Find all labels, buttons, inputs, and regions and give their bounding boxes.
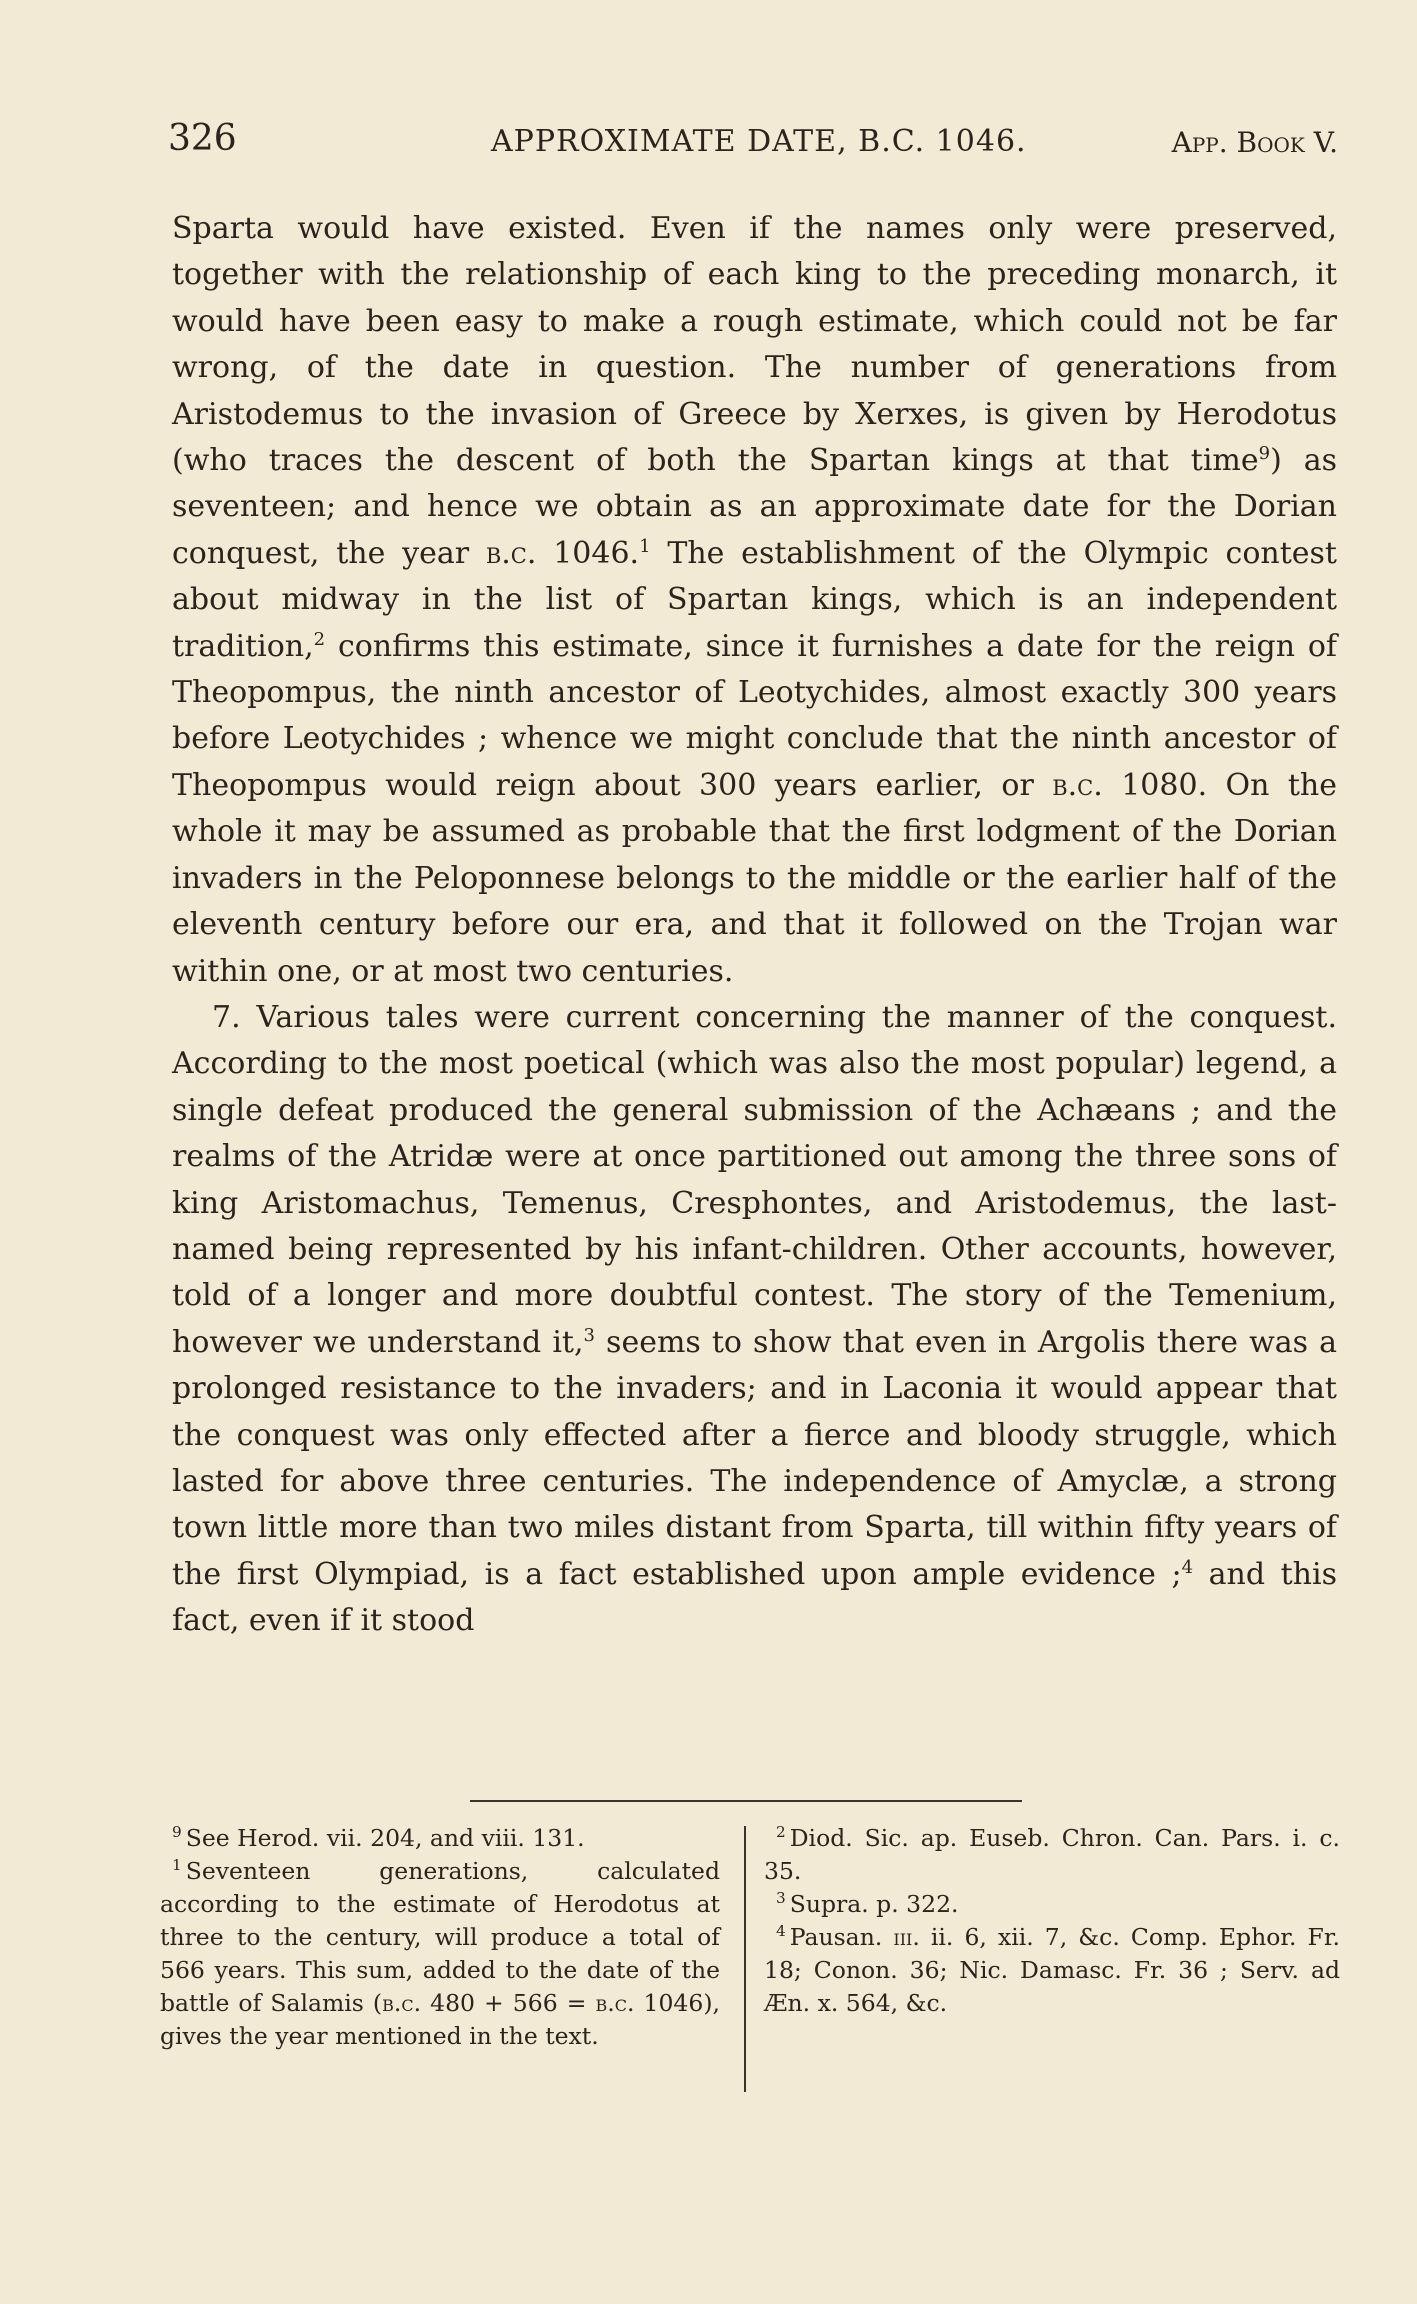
text-run: 1080. On the whole it may be assumed as probable that the first lodgment of the Dorian invaders in the Peloponnese belongs to the middle or the earlier half of the eleventh century before our era, and that it followed on the Trojan war within one, or at most two centuries.	[172, 767, 1337, 989]
footnote-ref-9: 9	[1258, 443, 1271, 465]
page-header	[168, 118, 1338, 168]
footnote-1	[160, 1855, 720, 2053]
footnote-ref-4: 4	[1181, 1556, 1194, 1578]
text-run: Sparta would have existed. Even if the names only were preserved, together with the relationship of each king to the preceding monarch, it would have been easy to make a rough estimate, which could not be far wrong, of the date in question. The number of generations from Aristodemus to the invasion of Greece by Xerxes, is given by Herodotus (who traces the descent of both the Spartan kings at that time	[172, 211, 1337, 479]
paragraph-1	[172, 206, 1337, 995]
footnote-text: 480 + 566 =	[430, 1989, 587, 2017]
footnote-ref-3: 3	[583, 1324, 595, 1346]
footnote-column-divider	[744, 1826, 746, 2092]
footnote-9	[160, 1822, 720, 1855]
footnote-ref-2: 2	[313, 628, 326, 650]
text-run: confirms this estimate, since it furnishes a date for the reign of Theopompus, the ninth ancestor of Leotychides, almost exactly 300 years before Leotychides ; whence we might conclude that the ninth ancestor of Theopompus would reign about 300 years earlier, or	[172, 628, 1337, 803]
text-run: 1046.	[553, 535, 640, 571]
text-run: b.c.	[1052, 767, 1103, 803]
footnote-text: iii.	[893, 1923, 920, 1951]
footnote-number: 3	[776, 1889, 786, 1908]
footnote-text: 1046), gives the year mentioned in the text.	[160, 1989, 720, 2050]
footnote-ref-1: 1	[639, 535, 651, 557]
footnote-text: b.c.	[595, 1989, 635, 2017]
footnote-number: 2	[776, 1823, 786, 1842]
footnote-separator	[470, 1800, 1022, 1802]
paragraph-2	[172, 995, 1337, 1645]
footnote-text: See Herod. vii. 204, and viii. 131.	[185, 1824, 585, 1852]
footnote-number: 4	[776, 1922, 786, 1941]
footnote-2	[764, 1822, 1340, 1888]
book-reference: App. Book V.	[1171, 126, 1338, 159]
footnotes	[160, 1822, 1340, 2092]
footnote-4	[764, 1921, 1340, 2020]
text-run: ) as seventeen; and hence we obtain as an approximate date for the Dorian conquest, the year	[172, 443, 1337, 571]
footnote-number: 9	[172, 1823, 182, 1842]
footnote-text: Pausan.	[789, 1923, 883, 1951]
text-run: seems to show that even in Argolis there was a prolonged resistance to the invaders; and in Laconia it would appear that the conquest was only effected after a fierce and bloody struggle, which lasted for above three centuries. The independence of Amyclæ, a strong town little more than two miles distant from Sparta, till within fifty years of the first Olympiad, is a fact established upon ample evidence ;	[172, 1324, 1337, 1592]
text-run: b.c.	[485, 535, 537, 571]
footnotes-right-column	[764, 1822, 1340, 2020]
footnote-3	[764, 1888, 1340, 1921]
footnote-text: Diod. Sic. ap. Euseb. Chron. Can. Pars. i. c. 35.	[764, 1824, 1340, 1885]
footnote-text: Supra. p. 322.	[789, 1890, 959, 1918]
running-title: APPROXIMATE DATE, B.C. 1046.	[491, 124, 1027, 159]
text-run: The establishment of the Olympic contest about midway in the list of Spartan kings, which is an independent tradition,	[172, 535, 1337, 664]
footnote-text: ii. 6, xii. 7, &c. Comp. Ephor. Fr. 18; Conon. 36; Nic. Damasc. Fr. 36 ; Serv. ad Æn. x. 564, &c.	[764, 1923, 1340, 2017]
page-number: 326	[168, 118, 237, 159]
footnotes-left-column	[160, 1822, 720, 2053]
main-text	[172, 206, 1337, 1645]
footnote-text: b.c.	[382, 1989, 422, 2017]
footnote-text: Seventeen generations, calculated according to the estimate of Herodotus at three to the century, will produce a total of 566 years. This sum, added to the date of the battle of Salamis (	[160, 1857, 720, 2017]
text-run: and this fact, even if it stood	[172, 1556, 1337, 1639]
footnote-number: 1	[172, 1856, 182, 1875]
text-run: 7. Various tales were current concerning the manner of the conquest. According to the most poetical (which was also the most popular) legend, a single defeat produced the general submission of the Achæans ; and the realms of the Atridæ were at once partitioned out among the three sons of king Aristomachus, Temenus, Cresphontes, and Aristodemus, the last-named being represented by his infant-children. Other accounts, however, told of a longer and more doubtful contest. The story of the Temenium, however we understand it,	[172, 999, 1337, 1360]
